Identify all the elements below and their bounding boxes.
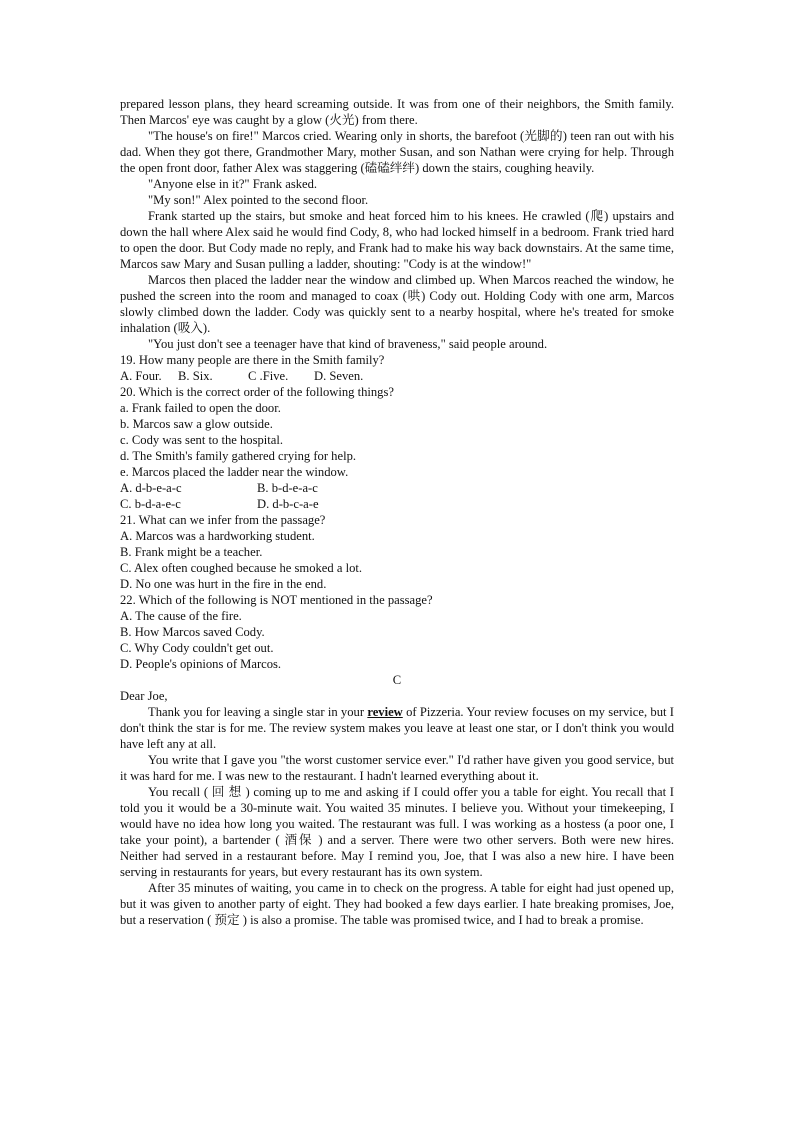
passage-b [120,96,674,352]
option-a: A. The cause of the fire. [120,609,242,623]
option-d: D. No one was hurt in the fire in the end. [120,577,327,591]
option-c: C. b-d-a-e-c [120,497,181,511]
event-e: e. Marcos placed the ladder near the window. [120,465,349,479]
passage-c-paragraph-4: After 35 minutes of waiting, you came in to check on the progress. A table for eight had just opened up, but it was given to another party of eight. They had booked a few days earlier. I hate breaking promises, Joe, but a reservation ( 预定 ) is also a promise. The table was promised twice, and I had to break a promise. [120,881,674,927]
passage-c [120,672,674,928]
passage-b-paragraph-7: "You just don't see a teenager have that kind of braveness," said people around. [148,337,548,351]
paragraph-text: Thank you for leaving a single star in your [148,705,368,719]
passage-c-paragraph-3: You recall ( 回 想 ) coming up to me and asking if I could offer you a table for eight. You recall that I told you it would be a 30-minute wait. You waited 35 minutes. I believe you. Without your timekeeping, I would have no idea how long you waited. The restaurant was full. I was working as a hostess (a poor one, I take your point), a bartender ( 酒保 ) and a server. There were two other servers. Both were new hires. Neither had served in a restaurant before. May I remind you, Joe, that I was also a new hire. I have been serving in restaurants for years, but every restaurant has its own system. [120,785,674,879]
paragraph-text: of Pizzeria. Your review focuses on my service, but I don't think the star is for me. The review system makes you leave at least one star, or I don't think you would have left any at all. [120,705,674,751]
passage-c-paragraph-2: You write that I gave you "the worst customer service ever." I'd rather have given you good service, but it was hard for me. I was new to the restaurant. I hadn't learned everything about it. [120,753,674,783]
option-row [120,496,674,512]
exam-page [120,96,674,928]
letter-salutation: Dear Joe, [120,689,168,703]
option-c: C .Five. [248,369,289,383]
option-c: C. Why Cody couldn't get out. [120,641,274,655]
question-20 [120,384,674,512]
option-d: D. People's opinions of Marcos. [120,657,282,671]
question-22 [120,592,674,672]
option-a: A. Four. [120,369,162,383]
passage-b-paragraph-1: prepared lesson plans, they heard screaming outside. It was from one of their neighbors, the Smith family. Then Marcos' eye was caught by a glow (火光) from there. [120,97,674,127]
option-b: B. Frank might be a teacher. [120,545,263,559]
option-d: D. Seven. [314,369,364,383]
passage-b-paragraph-2: "The house's on fire!" Marcos cried. Wearing only in shorts, the barefoot (光脚的) teen ran out with his dad. When they got there, Grandmother Mary, mother Susan, and son Nathan were crying for help. Through the open front door, father Alex was staggering (磕磕绊绊) down the stairs, coughing heavily. [120,129,674,175]
passage-b-paragraph-3: "Anyone else in it?" Frank asked. [148,177,318,191]
option-a: A. Marcos was a hardworking student. [120,529,315,543]
question-stem: 20. Which is the correct order of the following things? [120,385,394,399]
passage-b-paragraph-6: Marcos then placed the ladder near the window and climbed up. When Marcos reached the window, he pushed the screen into the room and managed to coax (哄) Cody out. Holding Cody with one arm, Marcos slowly climbed down the ladder. Cody was quickly sent to a nearby hospital, where he's treated for smoke inhalation (吸入). [120,273,674,335]
event-d: d. The Smith's family gathered crying for help. [120,449,357,463]
event-c: c. Cody was sent to the hospital. [120,433,283,447]
option-c: C. Alex often coughed because he smoked a lot. [120,561,363,575]
passage-b-paragraph-5: Frank started up the stairs, but smoke and heat forced him to his knees. He crawled (爬) upstairs and down the hall where Alex said he would find Cody, 8, who had locked himself in a bedroom. Frank tried hard to open the door. But Cody made no reply, and Frank had to make his way back downstairs. At the same time, Marcos saw Mary and Susan pulling a ladder, shouting: "Cody is at the window!" [120,209,674,271]
event-b: b. Marcos saw a glow outside. [120,417,273,431]
event-a: a. Frank failed to open the door. [120,401,281,415]
question-stem: 19. How many people are there in the Smith family? [120,353,385,367]
passage-c-paragraph-1 [120,704,674,752]
question-21 [120,512,674,592]
option-b: B. Six. [178,369,213,383]
bold-term-review: review [367,705,403,719]
option-row [120,368,674,384]
question-stem: 22. Which of the following is NOT mentioned in the passage? [120,593,433,607]
option-d: D. d-b-c-a-e [257,497,319,511]
option-b: B. How Marcos saved Cody. [120,625,265,639]
option-row [120,480,674,496]
option-a: A. d-b-e-a-c [120,481,182,495]
option-b: B. b-d-e-a-c [257,481,318,495]
question-stem: 21. What can we infer from the passage? [120,513,326,527]
passage-b-paragraph-4: "My son!" Alex pointed to the second floor. [148,193,369,207]
section-heading: C [392,673,402,687]
question-19 [120,352,674,384]
